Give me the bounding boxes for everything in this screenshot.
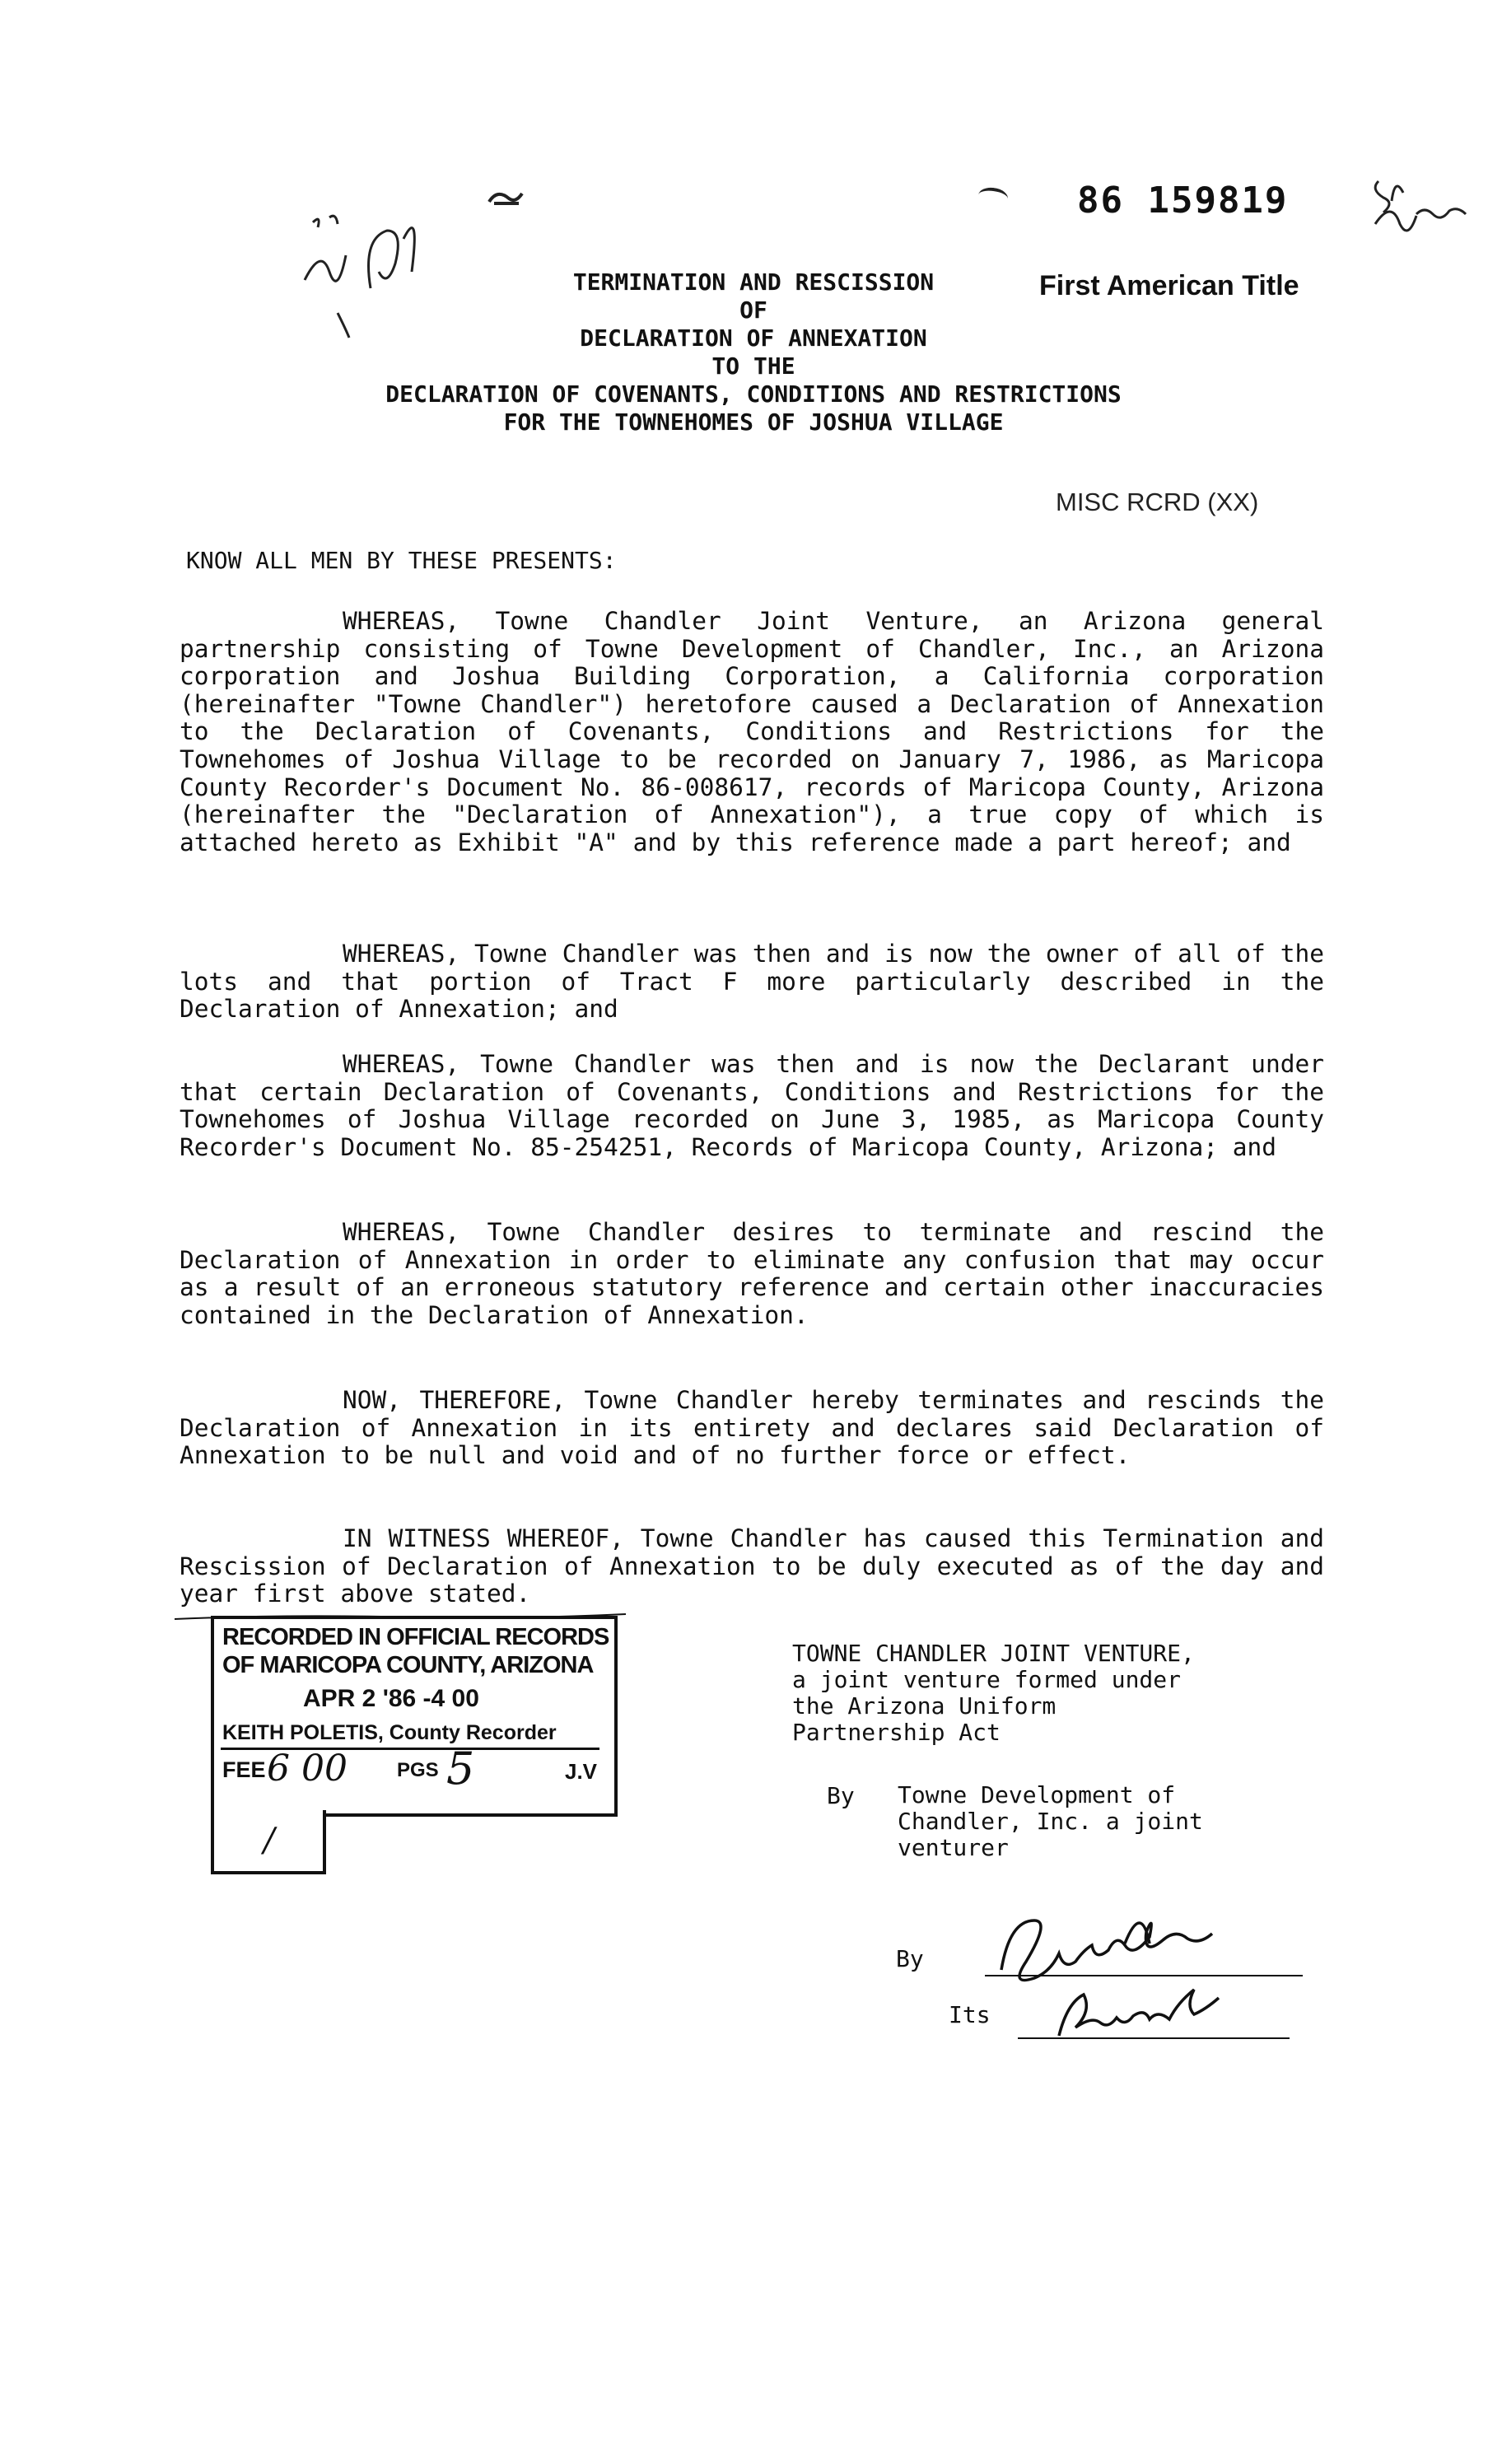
- handwritten-underline: [175, 1589, 626, 1622]
- title-line: TO THE: [711, 352, 795, 380]
- by-detail-line: venturer: [898, 1834, 1009, 1861]
- handwritten-signature: [985, 1894, 1331, 2051]
- paragraph-text: WHEREAS, Towne Chandler was then and is now the Declarant under that certain Declaration of Covenants, Conditions and Restrictions for the Townehomes of Joshua Village recorded on June 3, 1985, as Maricopa County Recorder's Document No. 85-254251, Records of Maricopa County, Arizona; and: [180, 1050, 1324, 1161]
- by-detail: [898, 1782, 1203, 1861]
- title-line: TERMINATION AND RESCISSION: [572, 268, 935, 296]
- handwritten-corner-notation: [1367, 165, 1482, 239]
- record-code: MISC RCRD (XX): [1056, 488, 1259, 516]
- handwritten-tick: [977, 186, 1010, 208]
- paragraph-text: WHEREAS, Towne Chandler desires to terminate and rescind the Declaration of Annexation in order to eliminate any confusion that may occur as a result of an erroneous statutory reference and certain other inaccuracies contained in the Declaration of Annexation.: [180, 1218, 1324, 1329]
- paragraph-whereas-2: [180, 940, 1324, 1024]
- handwritten-mark: [486, 185, 527, 210]
- paragraph-text: WHEREAS, Towne Chandler was then and is now the owner of all of the lots and that portion of Tract F more particularly described in the Declaration of Annexation; and: [180, 940, 1324, 1024]
- stamp-fee-value: 6 00: [267, 1748, 348, 1790]
- stamp-date: APR 2 '86 -4 00: [303, 1685, 479, 1712]
- signature-block-entity: [792, 1640, 1195, 1746]
- document-number: 86 159819: [1077, 180, 1289, 222]
- by-label: By: [827, 1782, 855, 1809]
- stamp-line-1: RECORDED IN OFFICIAL RECORDS: [222, 1624, 609, 1650]
- stamp-sub-box: [211, 1810, 326, 1874]
- entity-line: TOWNE CHANDLER JOINT VENTURE,: [792, 1640, 1195, 1667]
- paragraph-text: NOW, THEREFORE, Towne Chandler hereby terminates and rescinds the Declaration of Annexation in its entirety and declares said Declaration of Annexation to be null and void and of no further force or effect.: [180, 1386, 1324, 1470]
- stamp-pgs-value: 5: [446, 1743, 475, 1794]
- entity-line: a joint venture formed under: [792, 1666, 1182, 1693]
- stamp-line-2: OF MARICOPA COUNTY, ARIZONA: [222, 1652, 594, 1678]
- paragraph-text: WHEREAS, Towne Chandler Joint Venture, an Arizona general partnership consisting of Towne Development of Chandler, Inc., an Arizona corporation and Joshua Building Corporation, a California corporation (hereinafter "Towne Chandler") heretofore caused a Declaration of Annexation to the Declaration of Covenants, Conditions and Restrictions for the Townehomes of Joshua Village to be recorded on January 7, 1986, as Maricopa County Recorder's Document No. 86-008617, records of Maricopa County, Arizona (hereinafter the "Declaration of Annexation"), a true copy of which is attached hereto as Exhibit "A" and by this reference made a part hereof; and: [180, 607, 1324, 856]
- paragraph-text: IN WITNESS WHEREOF, Towne Chandler has caused this Termination and Rescission of Declaration of Annexation to be duly executed as of the day and year first above stated.: [180, 1524, 1324, 1608]
- recording-stamp: [211, 1616, 618, 1817]
- stamp-fee-label: FEE: [222, 1757, 266, 1782]
- title-line: FOR THE TOWNEHOMES OF JOSHUA VILLAGE: [503, 408, 1004, 436]
- stamp-sub-value: /: [264, 1822, 275, 1860]
- title-company-stamp: First American Title: [1039, 270, 1299, 301]
- title-line: DECLARATION OF ANNEXATION: [580, 324, 927, 352]
- stamp-recorder: KEITH POLETIS, County Recorder: [222, 1721, 557, 1744]
- document-title: [247, 268, 1260, 436]
- paragraph-now-therefore: [180, 1387, 1324, 1470]
- its-label: Its: [949, 2001, 991, 2028]
- paragraph-whereas-4: [180, 1219, 1324, 1329]
- title-line: DECLARATION OF COVENANTS, CONDITIONS AND RESTRICTIONS: [385, 380, 1122, 408]
- paragraph-whereas-1: [180, 608, 1324, 856]
- title-line: OF: [739, 296, 767, 324]
- entity-line: the Arizona Uniform: [792, 1692, 1057, 1720]
- stamp-pgs-label: PGS: [397, 1759, 439, 1781]
- salutation: KNOW ALL MEN BY THESE PRESENTS:: [186, 547, 617, 574]
- paragraph-whereas-3: [180, 1051, 1324, 1161]
- signatory-by-label: By: [896, 1945, 924, 1972]
- entity-line: Partnership Act: [792, 1719, 1001, 1746]
- by-detail-line: Chandler, Inc. a joint: [898, 1808, 1203, 1835]
- by-detail-line: Towne Development of: [898, 1781, 1176, 1808]
- stamp-jv-label: J.V: [565, 1759, 598, 1784]
